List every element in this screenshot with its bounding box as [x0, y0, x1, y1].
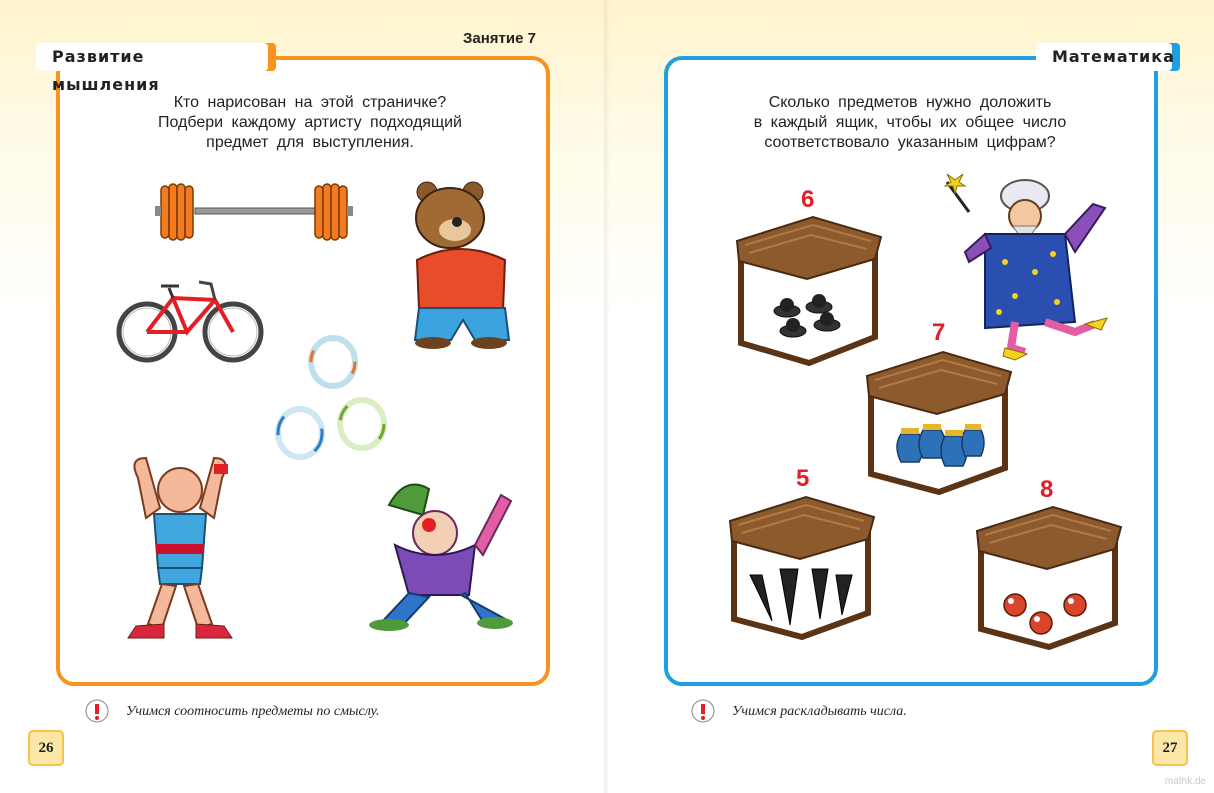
instruction-line: Сколько предметов нужно доложить [768, 94, 1052, 111]
left-footer-note: Учимся соотносить предметы по смыслу. [126, 704, 380, 719]
section-tag-math: Математика [1036, 43, 1172, 71]
barbell-illustration [155, 180, 355, 244]
book-spine [604, 0, 610, 793]
lesson-title: Занятие 7 [463, 30, 536, 47]
for-adults-icon [84, 698, 110, 724]
crate-balls [975, 505, 1123, 650]
instruction-line: Кто нарисован на этой страничке? [173, 94, 447, 111]
section-tag-thinking: Развитие мышления [36, 43, 268, 71]
left-instruction [110, 93, 510, 153]
juggling-rings-illustration [270, 335, 390, 460]
crate-umbrellas [728, 495, 876, 645]
bear-illustration [405, 180, 515, 350]
instruction-line: Подбери каждому артисту подходящий [158, 114, 462, 131]
right-instruction [700, 93, 1120, 153]
instruction-line: соответствовало указанным цифрам? [764, 134, 1056, 151]
instruction-line: предмет для выступления. [206, 134, 414, 151]
bicycle-illustration [115, 270, 265, 370]
box-target-number: 7 [932, 319, 946, 346]
page-number-right: 27 [1152, 730, 1188, 766]
clown-illustration [365, 475, 515, 630]
for-adults-icon [690, 698, 716, 724]
crate-hats [735, 215, 883, 370]
box-target-number: 5 [796, 465, 810, 492]
magician-illustration [945, 172, 1115, 360]
watermark: mathk.de [1164, 776, 1206, 787]
box-target-number: 6 [801, 186, 815, 213]
page-number-left: 26 [28, 730, 64, 766]
crate-vases [865, 350, 1013, 498]
right-footer-note: Учимся раскладывать числа. [732, 704, 907, 719]
box-target-number: 8 [1040, 476, 1054, 503]
instruction-line: в каждый ящик, чтобы их общее число [753, 114, 1067, 131]
strongman-illustration [108, 448, 258, 643]
